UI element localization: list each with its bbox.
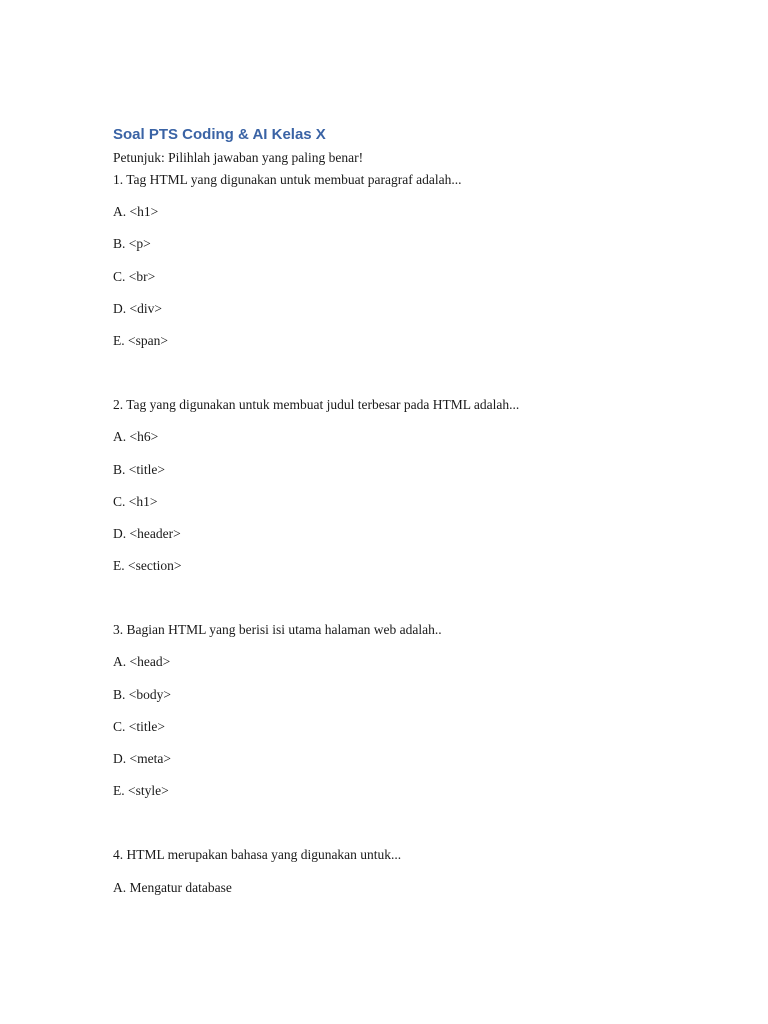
answer-option: D. <div> xyxy=(113,300,162,316)
answer-option: D. <header> xyxy=(113,525,181,541)
question-1 xyxy=(113,169,673,362)
document-title: Soal PTS Coding & AI Kelas X xyxy=(113,126,326,143)
answer-option: A. <h1> xyxy=(113,204,159,220)
answer-option: E. <span> xyxy=(113,332,168,348)
answer-option: C. <title> xyxy=(113,718,165,734)
question-text: 1. Tag HTML yang digunakan untuk membuat paragraf adalah... xyxy=(113,172,462,187)
instruction-text: Petunjuk: Pilihlah jawaban yang paling benar! xyxy=(113,150,364,165)
spacer xyxy=(113,587,673,619)
answer-option: A. <h6> xyxy=(113,429,159,445)
answer-option: B. <p> xyxy=(113,236,151,252)
answer-option: C. <h1> xyxy=(113,493,158,509)
answer-option: B. <title> xyxy=(113,461,165,477)
question-text: 3. Bagian HTML yang berisi isi utama halaman web adalah.. xyxy=(113,622,442,638)
question-text: 2. Tag yang digunakan untuk membuat judul terbesar pada HTML adalah... xyxy=(113,397,520,413)
spacer xyxy=(113,812,673,844)
question-2 xyxy=(113,394,673,587)
question-3 xyxy=(113,619,673,812)
answer-option: C. <br> xyxy=(113,268,156,284)
answer-option: E. <section> xyxy=(113,558,182,574)
answer-option: D. <meta> xyxy=(113,751,171,766)
question-4 xyxy=(113,844,673,908)
answer-option: E. <style> xyxy=(113,783,169,799)
answer-option: A. Mengatur database xyxy=(113,879,232,895)
answer-option: B. <body> xyxy=(113,686,171,702)
answer-option: A. <head> xyxy=(113,654,171,670)
question-text: 4. HTML merupakan bahasa yang digunakan untuk... xyxy=(113,847,402,863)
document-content xyxy=(113,124,673,909)
spacer xyxy=(113,362,673,394)
